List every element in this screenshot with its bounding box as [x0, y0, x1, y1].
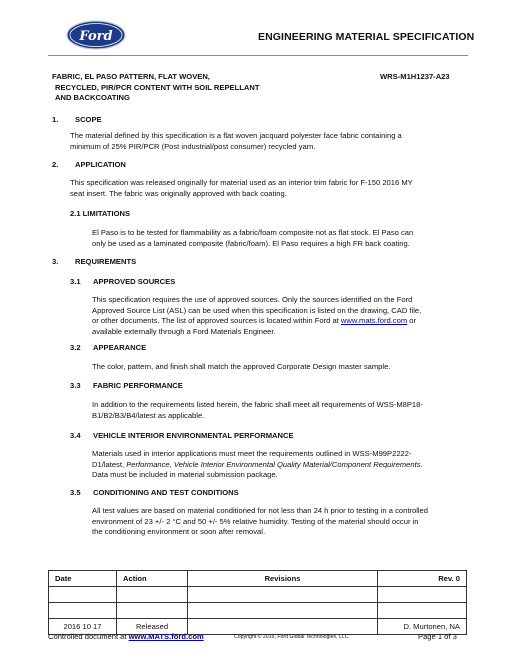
footer-mats-link[interactable]: www.MATS.ford.com	[128, 632, 204, 641]
section-number: 3.5	[70, 488, 81, 497]
body-line: In addition to the requirements listed herein, the fabric shall meet all requirements of WSS-M8P18-	[92, 400, 423, 409]
section-number: 3.3	[70, 381, 81, 390]
ford-logo	[66, 20, 126, 50]
section-application-body	[70, 178, 413, 199]
table-row	[49, 603, 467, 619]
section-number: 3.4	[70, 431, 81, 440]
body-line: the conditioning environment or soon after removal.	[92, 527, 266, 537]
mats-link[interactable]: www.mats.ford.com	[340, 316, 408, 326]
body-line: El Paso is to be tested for flammability as a fabric/foam composite not as flat stock. El Paso can	[92, 228, 414, 237]
section-conditioning-heading	[70, 488, 370, 498]
section-title: CONDITIONING AND TEST CONDITIONS	[93, 488, 239, 497]
body-line: Data must be included in material submission package.	[92, 470, 278, 480]
footer-controlled-document: Controlled document at www.MATS.ford.com	[48, 632, 204, 641]
footer-page-number: Page 1 of 3	[418, 632, 457, 641]
row-revisions	[188, 619, 378, 635]
section-title: APPROVED SOURCES	[93, 277, 176, 286]
body-line-with-italic: D1/latest, Performance, Vehicle Interior Environmental Quality Material/Component Requirements.	[92, 459, 423, 469]
revisions-table	[48, 570, 467, 635]
section-fabric-performance-body	[92, 400, 423, 421]
section-number: 3.	[52, 257, 59, 266]
body-line: The material defined by this specification is a flat woven jacquard polyester face fabric containing a	[70, 131, 402, 140]
body-line: only be used as a laminated composite (fabric/foam). El Paso requires a high FR back coating.	[92, 238, 410, 248]
body-line: All test values are based on material conditioned for not less than 24 h prior to testing in a controlled	[92, 506, 429, 515]
table-row	[49, 587, 467, 603]
column-header-revisions: Revisions	[188, 571, 378, 587]
spec-title-line: FABRIC, EL PASO PATTERN, FLAT WOVEN,	[52, 72, 210, 81]
section-number: 3.2	[70, 343, 81, 352]
section-limitations-heading: 2.1 LIMITATIONS	[70, 209, 131, 218]
logo-text: Ford	[79, 29, 113, 44]
document-header-title: ENGINEERING MATERIAL SPECIFICATION	[258, 31, 475, 43]
section-scope-heading	[52, 115, 252, 125]
section-title: APPEARANCE	[93, 343, 147, 352]
section-title: REQUIREMENTS	[75, 257, 137, 266]
spec-title-line: AND BACKCOATING	[55, 93, 130, 103]
section-conditioning-body	[92, 506, 428, 538]
row-date: 2016 10 17	[49, 619, 117, 635]
body-line: Materials used in interior applications must meet the requirements outlined in WSS-M99P2222-	[92, 449, 412, 458]
body-line: The color, pattern, and finish shall match the approved Corporate Design master sample.	[92, 362, 391, 371]
italic-title: Performance, Vehicle Interior Environmental Quality Material/Component Requirements.	[126, 459, 423, 469]
section-number: 2.	[52, 160, 59, 169]
section-scope-body	[70, 131, 402, 152]
column-header-date: Date	[49, 571, 117, 587]
body-line: seat insert. The fabric was originally approved with back coating.	[70, 188, 287, 198]
body-line: This specification requires the use of approved sources. Only the sources identified on the Ford	[92, 295, 413, 304]
table-header-row	[49, 571, 467, 587]
section-approved-sources-heading	[70, 277, 270, 287]
footer-copyright: Copyright © 2016, Ford Global Technologies, LLC	[234, 634, 349, 640]
column-header-rev: Rev. 0	[378, 571, 467, 587]
header-divider	[48, 55, 468, 56]
section-appearance-heading	[70, 343, 270, 353]
spec-id: WRS-M1H1237-A23	[380, 72, 450, 81]
body-line: Approved Source List (ASL) can be used when this specification is listed on the drawing, CAD file,	[92, 305, 422, 315]
section-fabric-performance-heading	[70, 381, 270, 391]
body-line: environment of 23 +/- 2 °C and 50 +/- 5% relative humidity. Testing of the material should occur in	[92, 516, 419, 526]
body-line: B1/B2/B3/B4/latest as applicable.	[92, 410, 205, 420]
section-limitations-body	[92, 228, 413, 249]
section-vehicle-interior-body	[92, 449, 423, 481]
section-title: APPLICATION	[75, 160, 126, 169]
row-author: D. Murtonen, NA	[378, 619, 467, 635]
section-appearance-body	[92, 362, 390, 373]
section-number: 1.	[52, 115, 59, 124]
row-action: Released	[117, 619, 188, 635]
body-line: This specification was released originally for material used as an interior trim fabric for F-150 2016 MY	[70, 178, 413, 187]
section-title: FABRIC PERFORMANCE	[93, 381, 183, 390]
section-title: SCOPE	[75, 115, 102, 124]
section-approved-sources-body	[92, 295, 421, 338]
section-application-heading	[52, 160, 252, 170]
section-number: 3.1	[70, 277, 81, 286]
body-line-with-link: or other documents. The list of approved sources is located within Ford at www.mats.ford.com or	[92, 316, 417, 326]
spec-title	[52, 72, 259, 104]
body-line: minimum of 25% PIR/PCR (Post industrial/post consumer) recycled yarn.	[70, 141, 316, 151]
section-requirements-heading	[52, 257, 252, 267]
column-header-action: Action	[117, 571, 188, 587]
section-vehicle-interior-heading	[70, 431, 370, 441]
spec-title-line: RECYCLED, PIR/PCR CONTENT WITH SOIL REPELLANT	[55, 82, 260, 92]
section-title: VEHICLE INTERIOR ENVIRONMENTAL PERFORMANCE	[93, 431, 294, 440]
body-line: available externally through a Ford Materials Engineer.	[92, 327, 276, 337]
